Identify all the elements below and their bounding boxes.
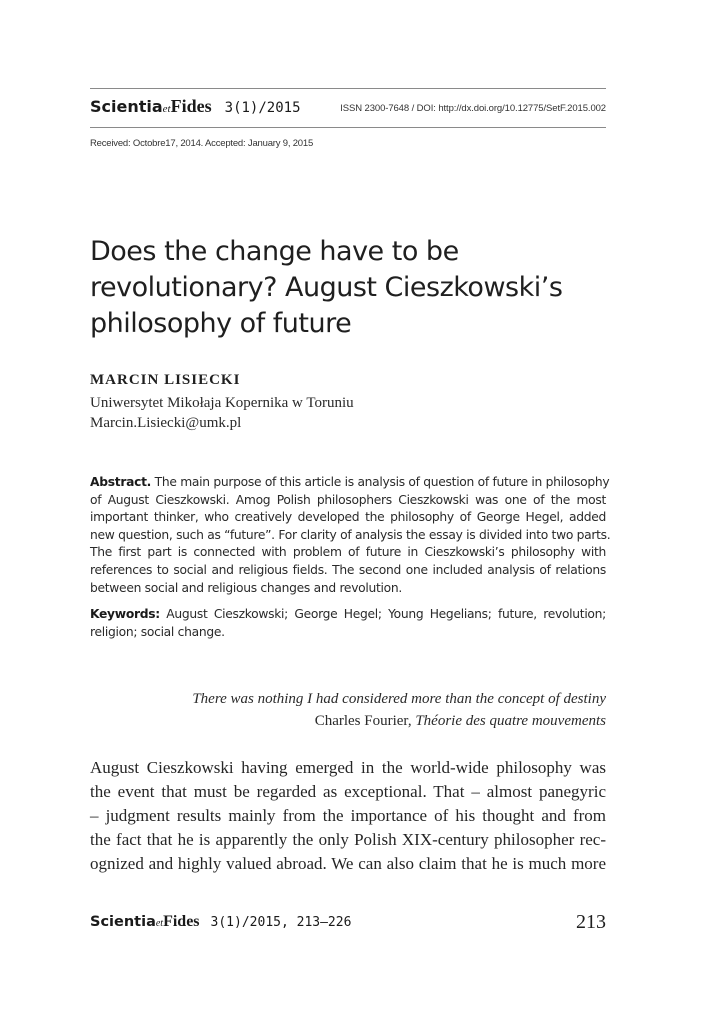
body-line: the fact that he is apparently the only Polish XIX-century philosopher rec- — [90, 830, 606, 849]
abstract-line: new question, such as “future”. For clarity of analysis the essay is divided into two parts. — [90, 527, 611, 542]
abstract-label: Abstract. — [90, 475, 152, 489]
epigraph — [192, 688, 606, 732]
abstract-line: references to social and religious fields. The second one included analysis of relations — [90, 562, 606, 577]
journal-name-scientia: Scientia — [90, 97, 163, 116]
header-rule-bottom — [90, 127, 606, 128]
abstract-line-text: The main purpose of this article is analysis of question of future in philosophy — [151, 475, 610, 489]
title-line: philosophy of future — [90, 308, 352, 339]
body-line: – judgment results mainly from the importance of his thought and from — [90, 806, 606, 825]
running-header — [90, 96, 606, 122]
epigraph-work: Théorie des quatre mouvements — [415, 713, 606, 729]
page-number: 213 — [576, 911, 606, 933]
abstract-line: between social and religious changes and revolution. — [90, 580, 402, 595]
keywords-line: religion; social change. — [90, 624, 225, 639]
abstract-line: The first part is connected with problem of future in Cieszkowski’s philosophy with — [90, 545, 606, 560]
journal-name-fides: Fides — [170, 96, 212, 116]
footer-journal-name-et: et — [155, 918, 164, 929]
keywords-label: Keywords: — [90, 607, 160, 621]
body-paragraph — [90, 756, 606, 876]
abstract-line: of August Cieszkowski. Amog Polish philosophers Cieszkowski was one of the most — [90, 492, 606, 507]
journal-logo — [90, 96, 216, 116]
body-line: August Cieszkowski having emerged in the world-wide philosophy was — [90, 758, 606, 777]
body-line: ognized and highly valued abroad. We can also claim that he is much more — [90, 854, 606, 873]
title-line: revolutionary? August Cieszkowski’s — [90, 272, 563, 303]
title-line: Does the change have to be — [90, 236, 459, 267]
running-footer — [90, 913, 606, 939]
body-line: the event that must be regarded as exceptional. That – almost panegyric — [90, 782, 606, 801]
epigraph-author: Charles Fourier, — [314, 713, 416, 729]
author-affiliation-block — [90, 393, 354, 433]
author-affiliation: Uniwersytet Mikołaja Kopernika w Toruniu — [90, 395, 354, 411]
epigraph-quote: There was nothing I had considered more than the concept of destiny — [192, 691, 606, 707]
author-email: Marcin.Lisiecki@umk.pl — [90, 415, 242, 431]
abstract-line — [90, 474, 610, 492]
keywords-line-text: August Cieszkowski; George Hegel; Young Hegelians; future, revolution; — [159, 607, 606, 621]
keywords-line — [90, 606, 606, 624]
footer-journal-logo — [90, 913, 204, 930]
author-name: MARCIN LISIECKI — [90, 372, 241, 388]
header-rule-top — [90, 88, 606, 89]
footer-issue-pages: 3(1)/2015, 213–226 — [210, 915, 352, 930]
issn-doi: ISSN 2300-7648 / DOI: http://dx.doi.org/10.12775/SetF.2015.002 — [340, 103, 606, 114]
journal-name-et: et — [162, 103, 171, 115]
journal-issue: 3(1)/2015 — [224, 100, 301, 116]
epigraph-attribution — [192, 710, 606, 732]
footer-journal-name-scientia: Scientia — [90, 914, 156, 930]
abstract-line: important thinker, who creatively developed the philosophy of George Hegel, added — [90, 510, 606, 525]
abstract — [90, 474, 611, 597]
keywords — [90, 606, 606, 641]
received-dates: Received: Octobre17, 2014. Accepted: January 9, 2015 — [90, 138, 314, 149]
article-title — [90, 234, 590, 342]
footer-journal-name-fides: Fides — [163, 913, 200, 930]
